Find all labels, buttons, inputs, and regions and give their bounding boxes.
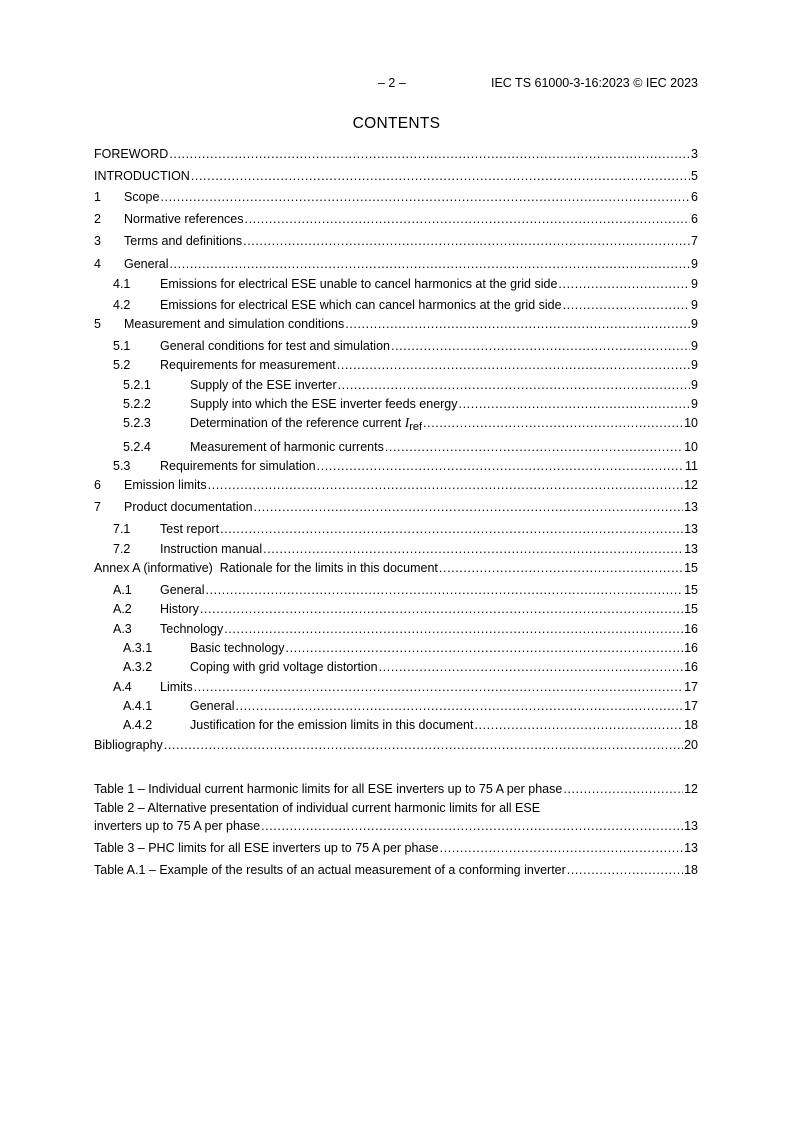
table-entry-page: 18 xyxy=(684,863,698,877)
toc-entry-number: 5.3 xyxy=(113,459,131,473)
table-list-entry-table-1[interactable] xyxy=(94,781,698,797)
toc-entry-label: Technology xyxy=(160,622,224,636)
toc-entry-page: 10 xyxy=(684,440,698,454)
page-header xyxy=(94,76,698,92)
leader-dots xyxy=(391,338,690,354)
toc-entry-number: 7 xyxy=(94,500,101,514)
toc-entry-page: 6 xyxy=(691,190,698,204)
toc-entry-5-2-3[interactable] xyxy=(94,415,698,431)
toc-entry-number: 5.2.1 xyxy=(123,378,151,392)
toc-entry-7-2[interactable] xyxy=(94,541,698,557)
toc-entry-page: 13 xyxy=(684,522,698,536)
toc-entry-4-1[interactable] xyxy=(94,276,698,292)
toc-entry-number: 7.1 xyxy=(113,522,131,536)
toc-entry-label: General xyxy=(160,583,205,597)
toc-entry-product-documentation[interactable] xyxy=(94,499,698,515)
toc-entry-label: Test report xyxy=(160,522,220,536)
leader-dots xyxy=(208,477,683,493)
toc-entry-page: 13 xyxy=(684,542,698,556)
toc-entry-label: Terms and definitions xyxy=(124,234,243,248)
leader-dots xyxy=(379,659,683,675)
toc-entry-5-2-1[interactable] xyxy=(94,377,698,393)
toc-entry-foreword[interactable] xyxy=(94,146,698,162)
toc-entry-a-1[interactable] xyxy=(94,582,698,598)
toc-entry-label: Emissions for electrical ESE unable to cancel harmonics at the grid side xyxy=(160,277,558,291)
leader-dots xyxy=(440,840,683,856)
toc-entry-7-1[interactable] xyxy=(94,521,698,537)
toc-entry-page: 17 xyxy=(684,699,698,713)
toc-entry-label: General xyxy=(124,257,169,271)
leader-dots xyxy=(567,862,683,878)
toc-entry-page: 9 xyxy=(691,277,698,291)
toc-entry-label: General conditions for test and simulation xyxy=(160,339,390,353)
toc-entry-emission-limits[interactable] xyxy=(94,477,698,493)
toc-entry-label: Measurement and simulation conditions xyxy=(124,317,345,331)
table-entry-label: Table A.1 – Example of the results of an actual measurement of a conforming inverter xyxy=(94,863,566,877)
toc-entry-number: 3 xyxy=(94,234,101,248)
leader-dots xyxy=(200,601,683,617)
toc-entry-number: 2 xyxy=(94,212,101,226)
toc-entry-label: General xyxy=(190,699,235,713)
leader-dots xyxy=(286,640,684,656)
toc-entry-page: 10 xyxy=(684,416,698,430)
toc-entry-label: FOREWORD xyxy=(94,147,169,161)
toc-entry-a-3-2[interactable] xyxy=(94,659,698,675)
toc-entry-5-2[interactable] xyxy=(94,357,698,373)
leader-dots xyxy=(563,781,683,797)
toc-entry-normative-references[interactable] xyxy=(94,211,698,227)
toc-entry-label: Determination of the reference current xyxy=(190,416,402,430)
leader-dots xyxy=(563,297,690,313)
toc-entry-label: Requirements for measurement xyxy=(160,358,336,372)
toc-entry-page: 15 xyxy=(684,602,698,616)
toc-entry-number: A.3.2 xyxy=(123,660,153,674)
table-entry-label: Table 1 – Individual current harmonic limits for all ESE inverters up to 75 A per phase xyxy=(94,782,563,796)
toc-entry-label: Emission limits xyxy=(124,478,207,492)
leader-dots xyxy=(254,499,684,515)
toc-entry-measurement-simulation[interactable] xyxy=(94,316,698,332)
toc-entry-number: A.3.1 xyxy=(123,641,153,655)
toc-entry-a-4-1[interactable] xyxy=(94,698,698,714)
leader-dots xyxy=(459,396,691,412)
toc-entry-label: History xyxy=(160,602,199,616)
toc-entry-label: Limits xyxy=(160,680,193,694)
toc-entry-number: A.4.1 xyxy=(123,699,153,713)
table-entry-page: 13 xyxy=(684,819,698,833)
toc-entry-label: Supply into which the ESE inverter feeds energy xyxy=(190,397,458,411)
contents-title: CONTENTS xyxy=(352,115,441,132)
table-list-entry-table-a-1[interactable] xyxy=(94,862,698,878)
leader-dots xyxy=(385,439,683,455)
toc-entry-number: A.3 xyxy=(113,622,132,636)
reference-current-symbol: I xyxy=(404,415,410,430)
toc-entry-a-3-1[interactable] xyxy=(94,640,698,656)
leader-dots xyxy=(338,377,690,393)
toc-entry-a-4-2[interactable] xyxy=(94,717,698,733)
toc-entry-bibliography[interactable] xyxy=(94,737,698,753)
leader-dots xyxy=(220,521,683,537)
toc-entry-page: 6 xyxy=(691,212,698,226)
table-entry-page: 13 xyxy=(684,841,698,855)
toc-entry-a-2[interactable] xyxy=(94,601,698,617)
toc-entry-page: 9 xyxy=(691,378,698,392)
toc-entry-page: 3 xyxy=(691,147,698,161)
toc-entry-label: Supply of the ESE inverter xyxy=(190,378,337,392)
table-list-entry-table-3[interactable] xyxy=(94,840,698,856)
toc-entry-number: 7.2 xyxy=(113,542,131,556)
leader-dots xyxy=(169,146,690,162)
toc-entry-number: 4 xyxy=(94,257,101,271)
toc-entry-page: 13 xyxy=(684,500,698,514)
toc-entry-label: Justification for the emission limits in this document xyxy=(190,718,474,732)
toc-entry-label: Scope xyxy=(124,190,160,204)
toc-entry-a-3[interactable] xyxy=(94,621,698,637)
toc-entry-label: Coping with grid voltage distortion xyxy=(190,660,378,674)
toc-entry-page: 12 xyxy=(684,478,698,492)
toc-entry-number: A.4 xyxy=(113,680,132,694)
toc-entry-page: 18 xyxy=(684,718,698,732)
toc-entry-page: 9 xyxy=(691,397,698,411)
toc-entry-label: Requirements for simulation xyxy=(160,459,316,473)
toc-entry-general[interactable] xyxy=(94,256,698,272)
toc-entry-number: 5 xyxy=(94,317,101,331)
toc-entry-number: 1 xyxy=(94,190,101,204)
leader-dots xyxy=(245,211,691,227)
toc-entry-label: Bibliography xyxy=(94,738,163,752)
toc-entry-introduction[interactable] xyxy=(94,168,698,184)
leader-dots xyxy=(474,717,683,733)
table-list-entry-table-2[interactable] xyxy=(94,818,698,834)
toc-entry-label-group xyxy=(190,415,422,435)
toc-entry-page: 9 xyxy=(691,257,698,271)
toc-entry-number: 5.2.4 xyxy=(123,440,151,454)
toc-entry-page: 5 xyxy=(691,169,698,183)
leader-dots xyxy=(194,679,683,695)
toc-entry-page: 20 xyxy=(684,738,698,752)
leader-dots xyxy=(224,621,683,637)
leader-dots xyxy=(337,357,690,373)
leader-dots xyxy=(205,582,683,598)
toc-entry-a-4[interactable] xyxy=(94,679,698,695)
leader-dots xyxy=(235,698,683,714)
toc-entry-number: 4.1 xyxy=(113,277,131,291)
toc-entry-5-2-2[interactable] xyxy=(94,396,698,412)
table-entry-label: inverters up to 75 A per phase xyxy=(94,819,261,833)
leader-dots xyxy=(423,415,683,431)
toc-entry-label: Emissions for electrical ESE which can cancel harmonics at the grid side xyxy=(160,298,562,312)
leader-dots xyxy=(345,316,690,332)
leader-dots xyxy=(191,168,690,184)
toc-entry-label: Basic technology xyxy=(190,641,285,655)
page-number: – 2 – xyxy=(378,76,406,90)
leader-dots xyxy=(317,458,684,474)
leader-dots xyxy=(558,276,690,292)
table-entry-label-line1: Table 2 – Alternative presentation of individual current harmonic limits for all ESE xyxy=(94,801,541,815)
table-entry-page: 12 xyxy=(684,782,698,796)
toc-entry-4-2[interactable] xyxy=(94,297,698,313)
toc-entry-number: 5.2 xyxy=(113,358,131,372)
toc-entry-5-3[interactable] xyxy=(94,458,698,474)
toc-entry-page: 11 xyxy=(685,459,698,473)
toc-entry-terms-definitions[interactable] xyxy=(94,233,698,249)
leader-dots xyxy=(261,818,683,834)
toc-entry-page: 16 xyxy=(684,660,698,674)
toc-entry-label: INTRODUCTION xyxy=(94,169,190,183)
toc-entry-page: 17 xyxy=(684,680,698,694)
toc-entry-number: A.4.2 xyxy=(123,718,153,732)
toc-entry-page: 9 xyxy=(691,358,698,372)
toc-entry-label: Instruction manual xyxy=(160,542,263,556)
toc-entry-number: 5.1 xyxy=(113,339,131,353)
toc-entry-page: 9 xyxy=(691,339,698,353)
reference-current-subscript: ref xyxy=(409,421,423,433)
leader-dots xyxy=(439,560,683,576)
leader-dots xyxy=(243,233,690,249)
document-id: IEC TS 61000-3-16:2023 © IEC 2023 xyxy=(490,76,698,90)
toc-entry-number: 6 xyxy=(94,478,101,492)
toc-entry-page: 16 xyxy=(684,641,698,655)
leader-dots xyxy=(164,737,683,753)
toc-entry-label: Annex A (informative) Rationale for the limits in this document xyxy=(94,561,438,575)
toc-entry-label: Normative references xyxy=(124,212,244,226)
toc-entry-page: 7 xyxy=(691,234,698,248)
toc-entry-page: 9 xyxy=(691,317,698,331)
toc-entry-5-2-4[interactable] xyxy=(94,439,698,455)
toc-entry-page: 15 xyxy=(684,583,698,597)
leader-dots xyxy=(263,541,683,557)
toc-entry-label: Product documentation xyxy=(124,500,253,514)
toc-entry-number: 4.2 xyxy=(113,298,131,312)
toc-entry-number: 5.2.3 xyxy=(123,416,151,430)
toc-entry-scope[interactable] xyxy=(94,189,698,205)
toc-entry-page: 16 xyxy=(684,622,698,636)
toc-entry-page: 15 xyxy=(684,561,698,575)
toc-entry-label: Measurement of harmonic currents xyxy=(190,440,384,454)
toc-entry-page: 9 xyxy=(691,298,698,312)
toc-entry-annex-a[interactable] xyxy=(94,560,698,576)
toc-entry-5-1[interactable] xyxy=(94,338,698,354)
toc-entry-number: A.2 xyxy=(113,602,132,616)
leader-dots xyxy=(160,189,690,205)
table-entry-label: Table 3 – PHC limits for all ESE inverters up to 75 A per phase xyxy=(94,841,439,855)
leader-dots xyxy=(169,256,690,272)
toc-entry-number: A.1 xyxy=(113,583,132,597)
toc-entry-number: 5.2.2 xyxy=(123,397,151,411)
